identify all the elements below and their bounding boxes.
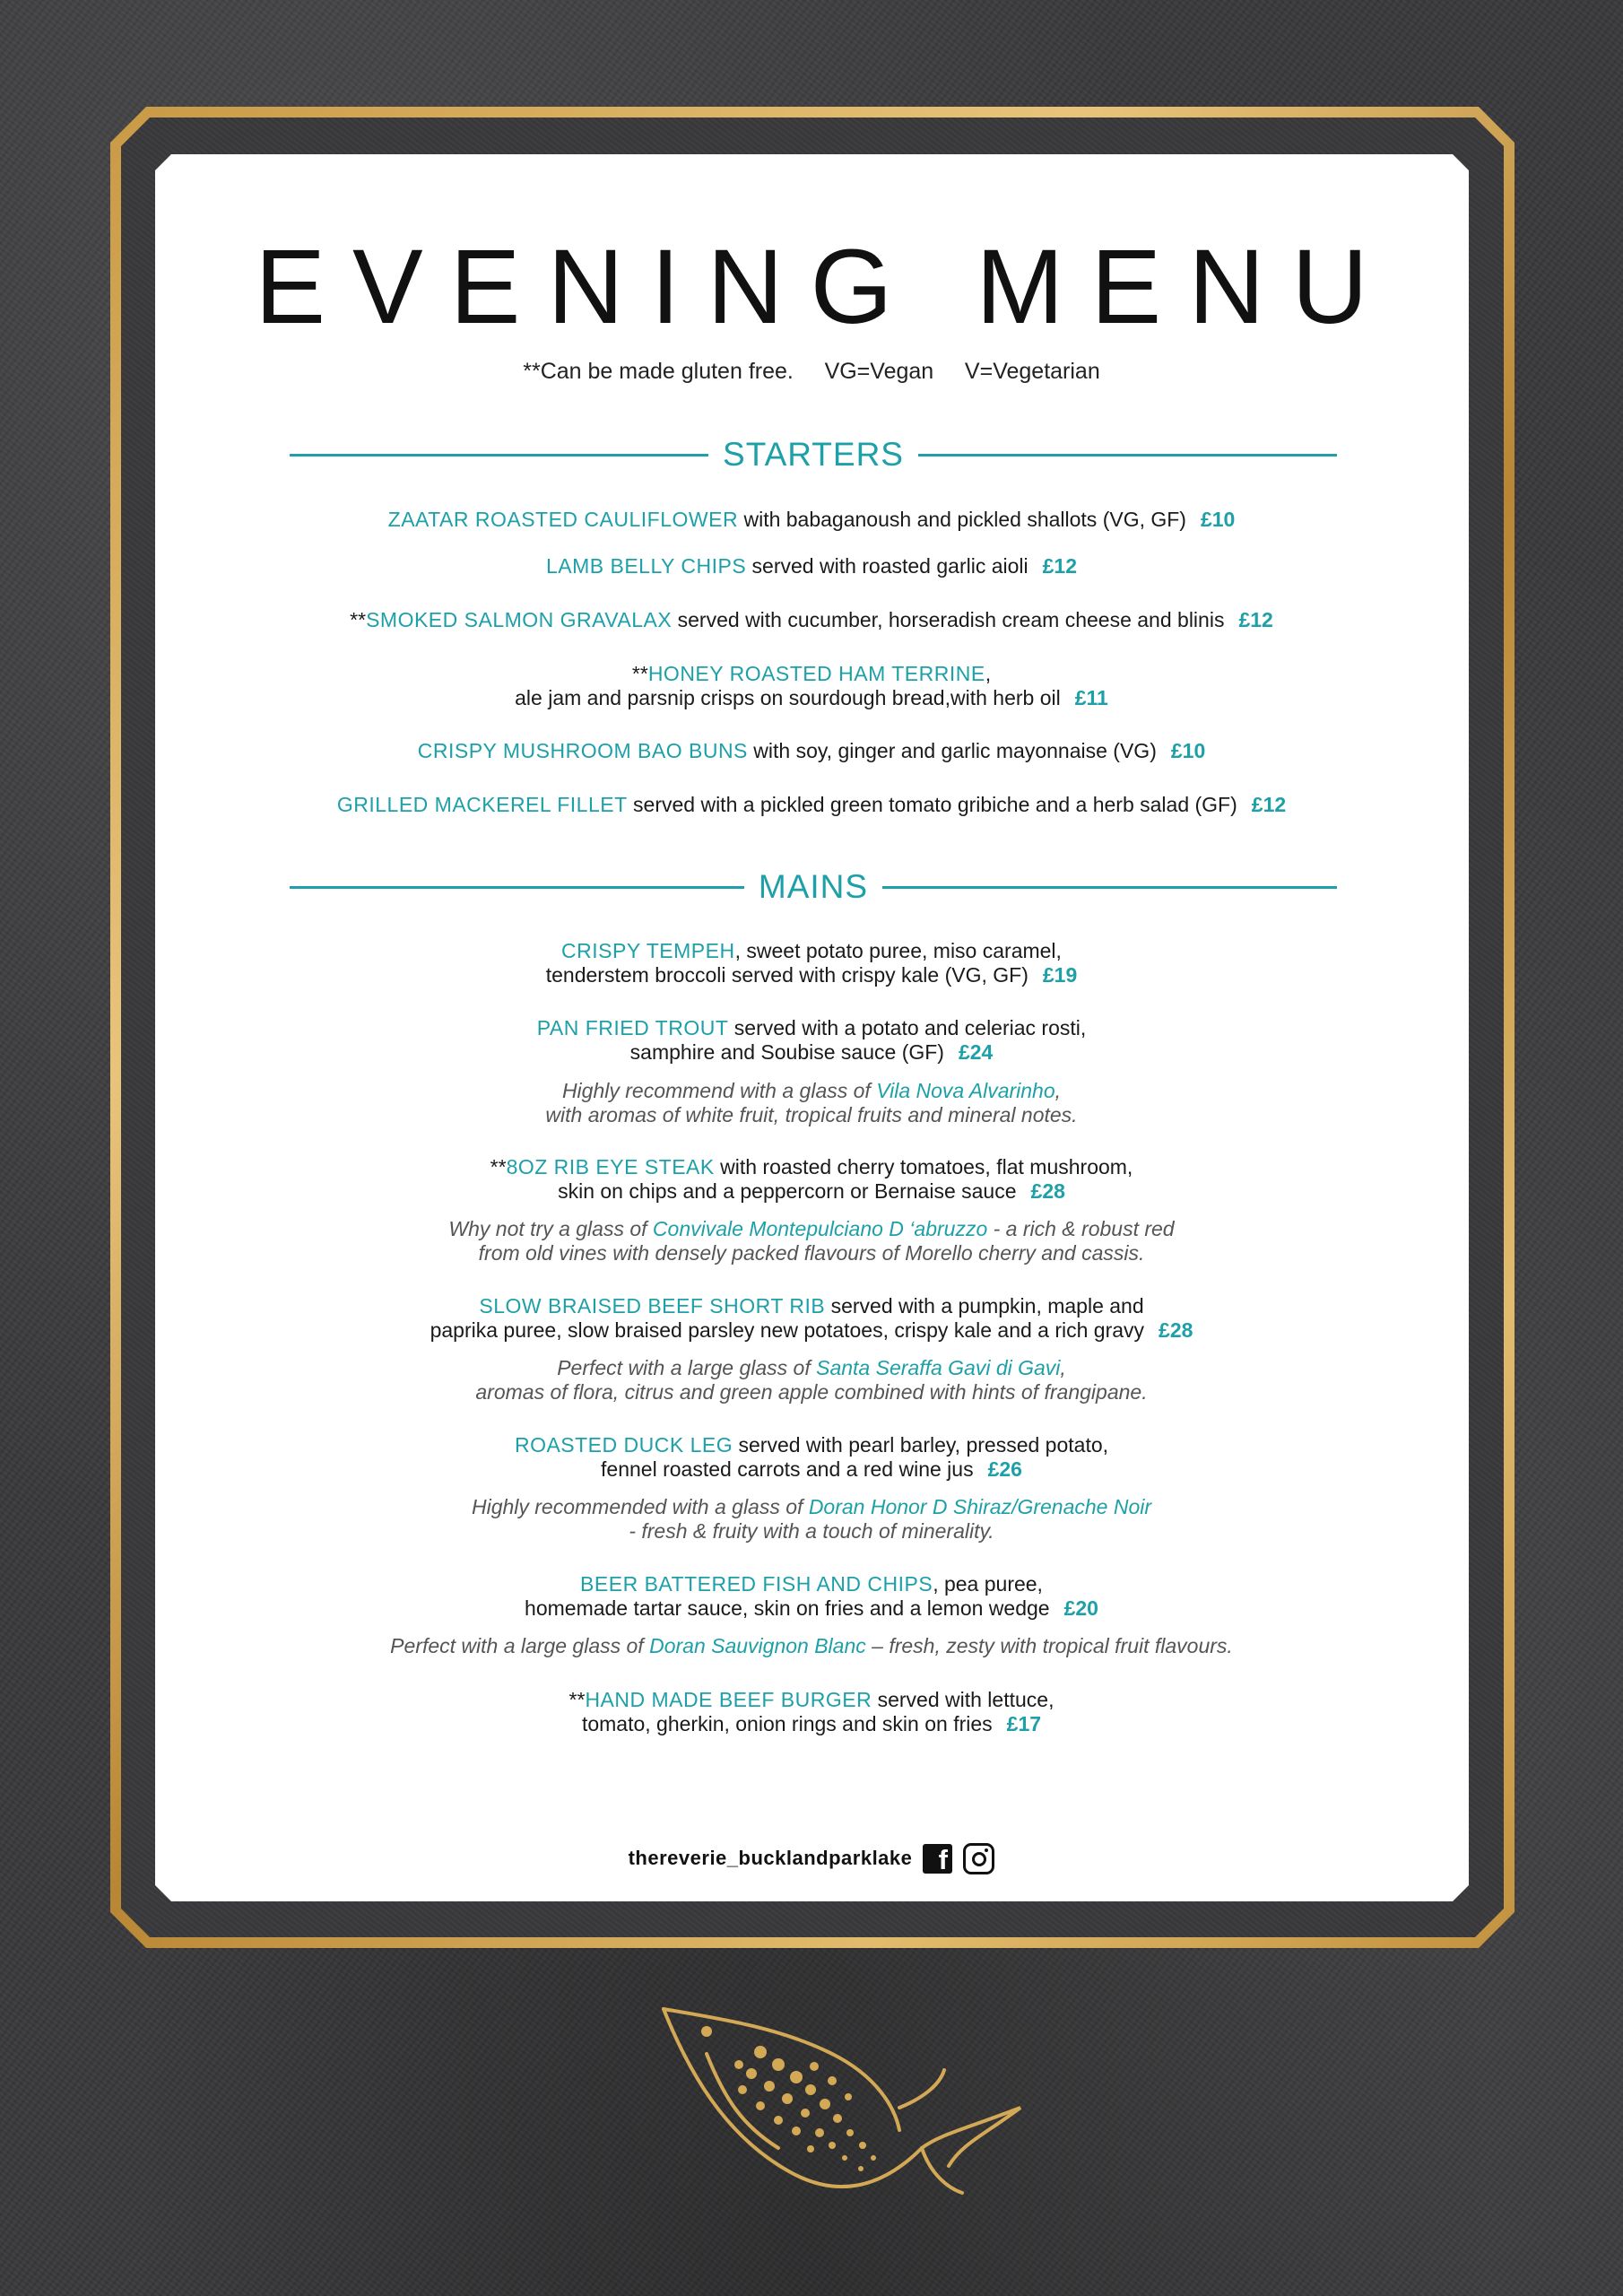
divider [918, 454, 1337, 457]
menu-item: CRISPY MUSHROOM BAO BUNS with soy, ginger and garlic mayonnaise (VG) £10 [417, 739, 1206, 762]
menu-item: **HAND MADE BEEF BURGER served with lettuce, tomato, gherkin, onion rings and skin on fries £17 [568, 1688, 1055, 1735]
page-title: EVENING MENU [255, 228, 1395, 346]
wine-pairing: Highly recommend with a glass of Vila Nova Alvarinho, with aromas of white fruit, tropical fruits and mineral notes. [545, 1079, 1078, 1126]
mains-heading: MAINS [290, 865, 1337, 909]
menu-item: **8OZ RIB EYE STEAK with roasted cherry tomatoes, flat mushroom, skin on chips and a peppercorn or Bernaise sauce £28 [490, 1155, 1133, 1203]
social-footer [0, 1839, 1623, 1878]
menu-item: PAN FRIED TROUT served with a potato and celeriac rosti, samphire and Soubise sauce (GF) £24 [536, 1016, 1087, 1064]
divider [290, 454, 708, 457]
menu-item: ROASTED DUCK LEG served with pearl barley, pressed potato, fennel roasted carrots and a red wine jus £26 [514, 1433, 1109, 1481]
menu-item: **HONEY ROASTED HAM TERRINE, ale jam and parsnip crisps on sourdough bread,with herb oil £11 [515, 662, 1108, 709]
social-handle[interactable]: thereverie_bucklandparklake [628, 1847, 913, 1869]
instagram-icon[interactable] [963, 1843, 994, 1874]
menu-item: GRILLED MACKEREL FILLET served with a pickled green tomato gribiche and a herb salad (GF) £12 [336, 793, 1287, 816]
starters-heading: STARTERS [290, 432, 1337, 477]
wine-pairing: Perfect with a large glass of Santa Seraffa Gavi di Gavi, aromas of flora, citrus and green apple combined with hints of frangipane. [475, 1356, 1148, 1404]
wine-pairing: Why not try a glass of Convivale Montepulciano D ‘abruzzo - a rich & robust red from old vines with densely packed flavours of Morello cherry and cassis. [448, 1217, 1175, 1265]
divider [882, 886, 1337, 889]
menu-item: **SMOKED SALMON GRAVALAX served with cucumber, horseradish cream cheese and blinis £12 [350, 608, 1273, 631]
menu-item: BEER BATTERED FISH AND CHIPS, pea puree, homemade tartar sauce, skin on fries and a lemon wedge £20 [525, 1572, 1098, 1620]
wine-pairing: Highly recommended with a glass of Doran Honor D Shiraz/Grenache Noir - fresh & fruity with a touch of minerality. [471, 1495, 1152, 1543]
menu-item: ZAATAR ROASTED CAULIFLOWER with babaganoush and pickled shallots (VG, GF) £10 [387, 508, 1236, 531]
menu-item: CRISPY TEMPEH, sweet potato puree, miso caramel, tenderstem broccoli served with crispy kale (VG, GF) £19 [545, 939, 1078, 987]
fish-logo-icon [653, 2000, 1029, 2215]
facebook-icon[interactable]: f [923, 1844, 952, 1874]
menu-item: SLOW BRAISED BEEF SHORT RIB served with a pumpkin, maple and paprika puree, slow braised parsley new potatoes, crispy kale and a rich gravy £28 [430, 1294, 1193, 1342]
dietary-legend: **Can be made gluten free. VG=Vegan V=Vegetarian [523, 359, 1100, 384]
divider [290, 886, 744, 889]
wine-pairing: Perfect with a large glass of Doran Sauvignon Blanc – fresh, zesty with tropical fruit flavours. [390, 1634, 1233, 1657]
menu-item: LAMB BELLY CHIPS served with roasted garlic aioli £12 [545, 554, 1078, 578]
